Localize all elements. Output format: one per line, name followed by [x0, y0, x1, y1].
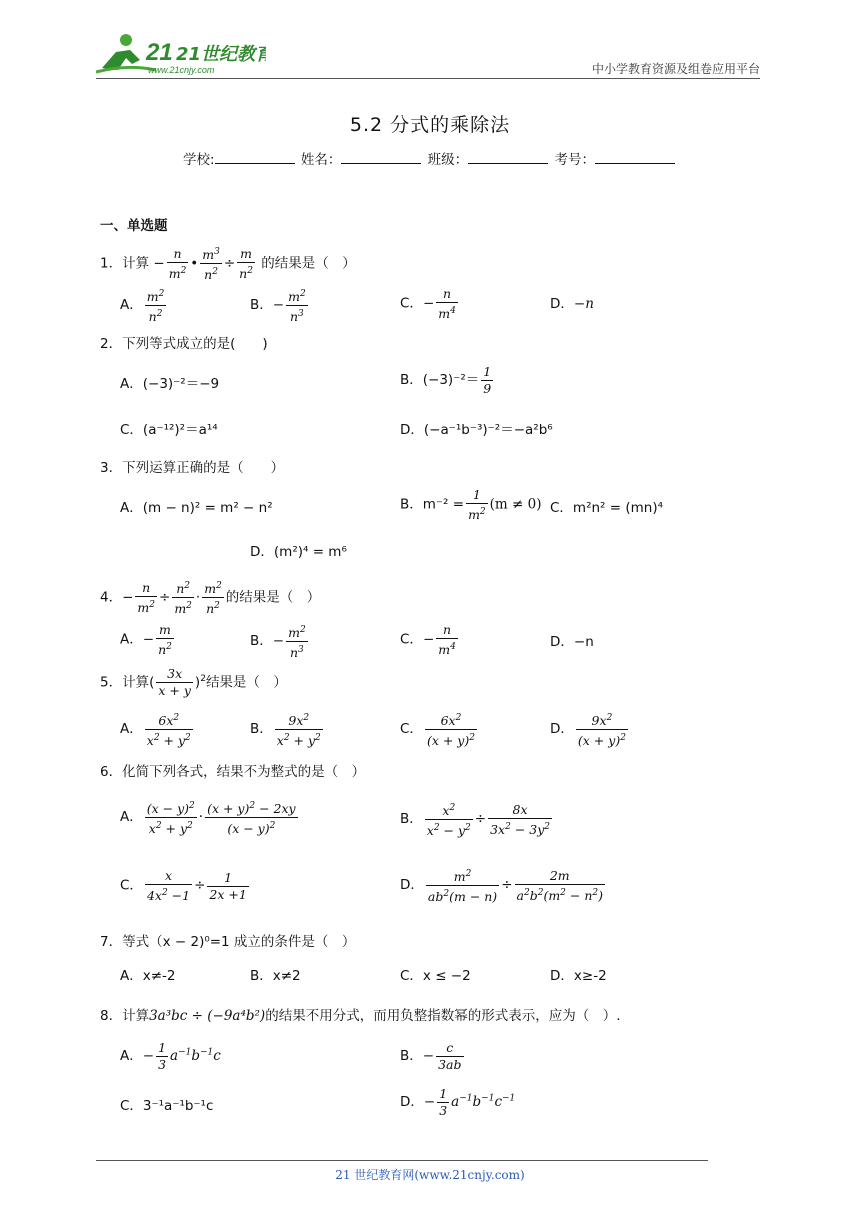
q4-option-d[interactable]: D．−n: [550, 634, 594, 650]
name-blank[interactable]: [341, 151, 421, 164]
school-blank[interactable]: [215, 151, 295, 164]
q7-option-a[interactable]: A．x≠-2: [120, 968, 176, 984]
q5-option-a[interactable]: A． $\frac{6x^2}{x^2 + y^2}$: [120, 710, 195, 749]
q6-option-d[interactable]: D． $\frac{m^2}{ab^2(m - n)}$ ÷ $\frac{2m}{a^2b^2(m^2 - n^2)}$: [400, 867, 604, 905]
q2-option-a[interactable]: A．(−3)⁻²＝−9: [120, 376, 220, 392]
q5-option-b[interactable]: B． $\frac{9x^2}{x^2 + y^2}$: [250, 710, 325, 749]
question-3: 3．下列运算正确的是（ ）: [100, 460, 285, 476]
school-label: 学校:: [183, 152, 215, 168]
question-8: 8．计算3a³bc ÷ (−9a⁴b²)的结果不用分式，而用负整指数幂的形式表示，应为（ ）.: [100, 1008, 621, 1024]
exam-no-label: 考号：: [554, 152, 595, 168]
q2-option-c[interactable]: C．(a⁻¹²)²＝a¹⁴: [120, 422, 218, 438]
q7-option-b[interactable]: B．x≠2: [250, 968, 301, 984]
q1-option-c[interactable]: C．− $\frac{n}{m^4}$: [400, 286, 456, 322]
q6-option-a[interactable]: A． $\frac{(x - y)^2}{x^2 + y^2}$ · $\frac{(x + y)^2 - 2xy}{(x - y)^2}$: [120, 798, 300, 837]
question-4: 4．− $\frac{n}{m^2}$ ÷ $\frac{n^2}{m^2}$ · $\frac{m^2}{n^2}$ 的结果是（ ）: [100, 579, 321, 617]
header-divider: [96, 78, 760, 79]
exam-no-blank[interactable]: [595, 151, 675, 164]
q8-option-a[interactable]: A．− $\frac{1}{3}$ $a^{-1}b^{-1}c$: [120, 1040, 221, 1072]
q8-option-d[interactable]: D．− $\frac{1}{3}$ $a^{-1}b^{-1}c^{-1}$: [400, 1086, 516, 1118]
q7-option-d[interactable]: D．x≥-2: [550, 968, 607, 984]
name-label: 姓名：: [300, 152, 342, 168]
q2-option-b[interactable]: B．(−3)⁻²＝ $\frac{1}{9}$: [400, 364, 492, 396]
q6-option-c[interactable]: C． $\frac{x}{4x^2 -1}$ ÷ $\frac{1}{2x +1}$: [120, 868, 247, 904]
platform-name: 中小学教育资源及组卷应用平台: [591, 62, 760, 76]
class-blank[interactable]: [468, 151, 548, 164]
q4-option-c[interactable]: C．− $\frac{n}{m^4}$: [400, 622, 456, 658]
logo: [96, 30, 266, 76]
q3-option-d[interactable]: D．(m²)⁴ = m⁶: [250, 544, 347, 560]
question-6: 6．化简下列各式，结果不为整式的是（ ）: [100, 764, 366, 780]
q2-option-d[interactable]: D．(−a⁻¹b⁻³)⁻²＝−a²b⁶: [400, 422, 553, 438]
class-label: 班级：: [427, 152, 469, 168]
page-title: 5.2 分式的乘除法: [349, 114, 511, 136]
svg-text:www.21cnjy.com: www.21cnjy.com: [148, 65, 215, 75]
q3-option-a[interactable]: A．(m − n)² = m² − n²: [120, 500, 273, 516]
student-info-line: [0, 148, 860, 168]
section-heading: 一、单选题: [100, 218, 168, 234]
footer-divider: [96, 1160, 708, 1161]
footer-link[interactable]: 21 世纪教育网(www.21cnjy.com): [335, 1168, 525, 1182]
q4-option-b[interactable]: B．− $\frac{m^2}{n^3}$: [250, 622, 310, 661]
q5-option-c[interactable]: C． $\frac{6x^2}{(x + y)^2}$: [400, 710, 479, 749]
question-5: 5．计算( $\frac{3x}{x + y}$ )$^2$结果是（ ）: [100, 666, 287, 698]
q3-option-b[interactable]: B．m⁻² = $\frac{1}{m^2}$ (m ≠ 0): [400, 487, 542, 523]
q8-option-b[interactable]: B．− $\frac{c}{3ab}$: [400, 1040, 462, 1072]
q1-option-d[interactable]: D．−n: [550, 296, 594, 312]
q7-option-c[interactable]: C．x ≤ −2: [400, 968, 471, 984]
runner-logo-icon: [96, 30, 266, 76]
q4-option-a[interactable]: A．− $\frac{m}{n^2}$: [120, 622, 172, 658]
question-1: 1．计算 − $\frac{n}{m^2}$ • $\frac{m^3}{n^2}$ ÷ $\frac{m}{n^2}$ 的结果是（ ）: [100, 245, 356, 283]
q1-option-a[interactable]: A． $\frac{m^2}{n^2}$: [120, 286, 168, 325]
q8-option-c[interactable]: C．3⁻¹a⁻¹b⁻¹c: [120, 1098, 214, 1114]
question-2: 2．下列等式成立的是( ): [100, 336, 268, 352]
q3-option-c[interactable]: C．m²n² = (mn)⁴: [550, 500, 664, 516]
q6-option-b[interactable]: B． $\frac{x^2}{x^2 - y^2}$ ÷ $\frac{8x}{3x^2 - 3y^2}$: [400, 801, 551, 839]
q5-option-d[interactable]: D． $\frac{9x^2}{(x + y)^2}$: [550, 710, 630, 749]
question-7: 7．等式（x − 2)⁰=1 成立的条件是（ ）: [100, 934, 356, 950]
svg-text:21世纪教育: 21世纪教育: [176, 44, 266, 65]
svg-text:21: 21: [146, 39, 173, 66]
q1-option-b[interactable]: B．− $\frac{m^2}{n^3}$: [250, 286, 310, 325]
